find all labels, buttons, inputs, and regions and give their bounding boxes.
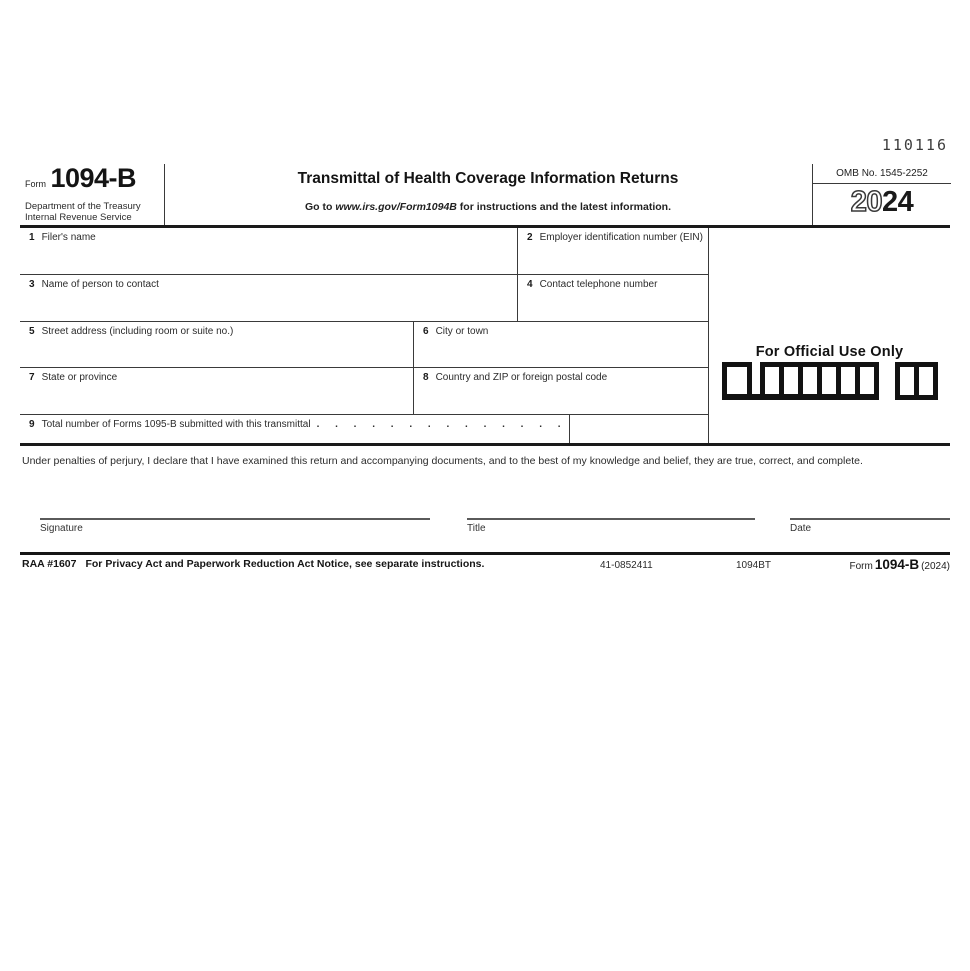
- privacy-act-notice: [22, 558, 484, 570]
- title-area: [164, 164, 812, 225]
- form-header: [20, 164, 950, 228]
- field-number: 9: [29, 419, 35, 430]
- form-subtitle: [164, 201, 812, 213]
- irs-url-text: www.irs.gov/Form1094B: [335, 201, 457, 213]
- field-label: Country and ZIP or foreign postal code: [435, 372, 608, 383]
- field-number: 1: [29, 232, 35, 243]
- field-label: Employer identification number (EIN): [539, 232, 703, 243]
- field-number: 3: [29, 279, 35, 290]
- official-use-box-strip: [760, 362, 879, 394]
- field-label: Street address (including room or suite no.): [41, 326, 234, 337]
- official-use-box: [919, 367, 933, 395]
- form-id-line: [25, 163, 136, 194]
- footer-form-year: (2024): [921, 561, 950, 572]
- subtitle-suffix: for instructions and the latest information.: [456, 201, 671, 213]
- agency-line-2: Internal Revenue Service: [25, 212, 132, 224]
- row-contact: [20, 275, 708, 322]
- perjury-statement: Under penalties of perjury, I declare that I have examined this return and accompanying documents, and to the best of my knowledge and belief, they are true, correct, and complete.: [22, 455, 863, 467]
- official-use-box-pair: [895, 362, 938, 400]
- omb-number: OMB No. 1545-2252: [813, 164, 951, 184]
- row-filer-ein: [20, 228, 708, 275]
- tax-year: [813, 186, 951, 219]
- official-use-area: [708, 228, 950, 443]
- form-number-heading: 1094-B: [50, 163, 137, 193]
- field-9-total-forms-label: [20, 415, 569, 443]
- fields-grid: [20, 228, 950, 446]
- field-label: City or town: [435, 326, 489, 337]
- field-4-contact-phone[interactable]: [517, 275, 708, 321]
- official-use-box: [803, 367, 822, 394]
- row-state-country: [20, 368, 708, 415]
- omb-box: [812, 164, 951, 225]
- official-use-box: [900, 367, 919, 395]
- field-number: 8: [423, 372, 429, 383]
- footer-form-number: 1094-B: [874, 557, 920, 572]
- official-use-boxes: [709, 362, 950, 400]
- footer-rule: [20, 552, 950, 555]
- field-label: Name of person to contact: [41, 279, 159, 290]
- official-use-box-group-main: [722, 362, 879, 400]
- form-id-box: [20, 164, 165, 225]
- agency-block: [25, 201, 141, 224]
- field-label: Total number of Forms 1095-B submitted with this transmittal: [41, 419, 311, 430]
- row-total-forms: [20, 415, 708, 443]
- official-use-box-pair-wrap: [895, 362, 938, 400]
- official-use-box-gap: [752, 384, 760, 394]
- subtitle-prefix: Go to: [304, 201, 336, 213]
- field-number: 2: [527, 232, 533, 243]
- dot-leader: . . . . . . . . . . . . . .: [316, 419, 565, 430]
- notice-text: For Privacy Act and Paperwork Reduction Act Notice, see separate instructions.: [85, 558, 485, 570]
- tax-year-bold-digits: 24: [882, 186, 914, 218]
- form-word-label: Form: [25, 179, 46, 189]
- field-label: Filer's name: [41, 232, 96, 243]
- official-use-box: [822, 367, 841, 394]
- title-line[interactable]: [467, 518, 755, 534]
- form-title: Transmittal of Health Coverage Information Returns: [297, 170, 679, 187]
- field-number: 7: [29, 372, 35, 383]
- print-control-number: 110116: [881, 136, 948, 154]
- official-use-box: [841, 367, 860, 394]
- raa-number: RAA #1607: [22, 558, 77, 570]
- date-line[interactable]: [790, 518, 950, 534]
- field-number: 4: [527, 279, 533, 290]
- field-label: State or province: [41, 372, 118, 383]
- official-use-box: [860, 367, 874, 394]
- footer-form-id: [849, 557, 950, 572]
- field-number: 6: [423, 326, 429, 337]
- official-use-box-single: [722, 362, 752, 394]
- official-use-box: [784, 367, 803, 394]
- field-7-state[interactable]: [20, 368, 413, 414]
- agency-line-1: Department of the Treasury: [25, 201, 141, 212]
- field-3-contact-name[interactable]: [20, 275, 517, 321]
- field-9-total-forms-entry[interactable]: [569, 415, 708, 443]
- date-label: Date: [790, 523, 812, 534]
- signature-label: Signature: [40, 523, 83, 534]
- footer-form-word: Form: [849, 561, 873, 572]
- field-6-city[interactable]: [413, 322, 708, 367]
- official-use-title: For Official Use Only: [755, 344, 904, 360]
- field-1-filers-name[interactable]: [20, 228, 517, 274]
- field-number: 5: [29, 326, 35, 337]
- title-label: Title: [467, 523, 486, 534]
- row-address-city: [20, 322, 708, 368]
- signature-line[interactable]: [40, 518, 430, 534]
- field-label: Contact telephone number: [539, 279, 658, 290]
- official-use-box: [765, 367, 784, 394]
- tax-year-outline-digits: 20: [850, 186, 882, 218]
- catalog-number: 41-0852411: [600, 560, 653, 571]
- field-5-street-address[interactable]: [20, 322, 413, 367]
- field-2-ein[interactable]: [517, 228, 708, 274]
- field-8-country-zip[interactable]: [413, 368, 708, 414]
- form-code: 1094BT: [736, 560, 772, 571]
